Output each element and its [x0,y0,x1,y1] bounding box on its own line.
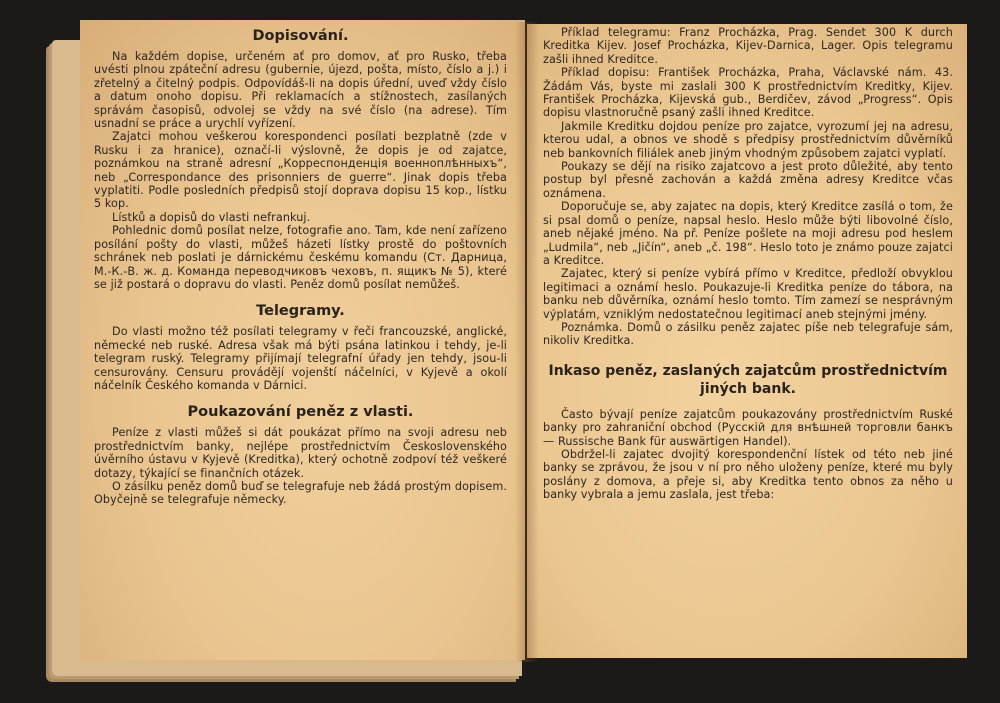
paragraph: Obdržel-li zajatec dvojitý korespondenční lístek od této neb jiné banky se zprávou, že jsou v ní pro něho uloženy peníze, které mu byly poslány z domova, a přeje si, aby Kreditka tento obnos za něho u banky vybrala a jemu zaslala, jest třeba: [543,447,953,502]
paragraph: Zajatci mohou veškerou korespondenci posílati bezplatně (zde v Rusku i za hranice), označí-li výslovně, že dopis je od zajatce, poznámkou na straně adresní „Корреспонденція военноплѣнныхъ“, neb „Correspondance des prisonniers de guerre“. Jinak dopis třeba vyplatiti. Podle posledních předpisů stojí doprava dopisu 15 kop., lístku 5 kop. [94,130,507,211]
paragraph: Poznámka. Domů o zásilku peněz zajatec píše neb telegrafuje sám, nikoliv Kreditka. [543,320,953,348]
left-page [80,20,525,660]
paragraph: Pohlednic domů posílat nelze, fotografie ano. Tam, kde není zařízeno posílání pošty do vlasti, můžeš házeti lístky prostě do poštovních schránek neb poslati je dárnickému českému komandu (Ст. Дарница, М.-К.-В. ж. д. Команда переводчиковъ чеховъ, п. ящикъ № 5), které se již postará o dopravu do vlasti. Peněz domů posílat nemůžeš. [94,224,507,291]
paragraph: Jakmile Kreditku dojdou peníze pro zajatce, vyrozumí jej na adresu, kterou udal, a obnos ve shodě s předpisy prostřednictvím důvěrníků neb bankovních filiálek aneb jiným vhodným způsobem zajatci vyplatí. [543,119,953,160]
heading-inkaso: Inkaso peněz, zaslaných zajatcům prostřednictvím jiných bank. [548,362,948,397]
paragraph: Na každém dopise, určeném ať pro domov, ať pro Rusko, třeba uvésti plnou zpáteční adresu (gubernie, újezd, pošta, místo, číslo a j.) i zřetelný a čitelný podpis. Odpovídáš-li na dopis úřední, uveď vždy číslo a datum onoho dopisu. Při reklamacích a stížnostech, zasílaných správám časopisů, odvolej se vždy na své číslo (na adrese). Tím usnadní se práce a urychlí vyřízení. [94,50,507,131]
paragraph: Lístků a dopisů do vlasti nefrankuj. [112,210,311,224]
paragraph: Peníze z vlasti můžeš si dát poukázat přímo na svoji adresu neb prostřednictvím banky, nejlépe prostřednictvím Československého úvěrního ústavu v Kyjevě (Kreditka), který ochotně zodpoví též veškeré dotazy, týkající se finančních otázek. [94,426,507,480]
paragraph: Poukazy se dějí na risiko zajatcovo a jest proto důležité, aby tento postup byl přesně zachován a každá změna adresy Kreditce včas oznámena. [543,160,953,200]
heading-dopisovani: Dopisování. [252,28,349,44]
paragraph: Doporučuje se, aby zajatec na dopis, který Kreditce zasílá o tom, že si psal domů o peníze, napsal heslo. Heslo může býti libovolné číslo, aneb nějaké jméno. Na př. Peníze pošlete na moji adresu pod heslem „Ludmila“, neb „Jičín“, aneb „č. 198“. Heslo toto je známo pouze zajatci a Kreditce. [543,200,953,267]
right-page [527,24,967,658]
paragraph: O zásilku peněz domů buď se telegrafuje neb žádá prostým dopisem. Obyčejně se telegrafuje německy. [94,479,507,507]
paragraph: Zajatec, který si peníze vybírá přímo v Kreditce, předloží obvyklou legitimaci a oznámí heslo. Poukazuje-li Kreditka peníze do tábora, na banku neb důvěrníka, oznámí heslo tomto. Tím zamezí se nesprávným výplatám, vzniklým nedostatečnou legitimací aneb stejnými jmény. [543,267,953,321]
book-gutter [515,22,539,662]
paragraph: Do vlasti možno též posílati telegramy v řeči francouzské, anglické, německé neb ruské. Adresa však má býti psána latinkou i tehdy, je-li telegram ruský. Telegramy přijímají telegrafní úřady jen tehdy, jsou-li censurovány. Censuru provádějí vojenští náčelníci, v Kyjevě a okolí náčelník Českého komanda v Dárnici. [94,325,507,392]
paragraph: Často bývají peníze zajatcům poukazovány prostřednictvím Ruské banky pro zahraniční obchod (Русскій для внѣшней торговли банкъ — Russische Bank für auswärtigen Handel). [543,407,953,448]
paragraph: Příklad dopisu: František Procházka, Praha, Václavské nám. 43. Žádám Vás, byste mi zaslali 300 K prostřednictvím Kreditky, Kijev. František Procházka, Kijevská gub., Berdičev, závod „Progress“. Opis dopisu vlastnoručně psaný zašli ihned Kreditce. [543,66,953,120]
paragraph: Příklad telegramu: Franz Procházka, Prag. Sendet 300 K durch Kreditka Kijev. Josef Procházka, Kijev-Darnica, Lager. Opis telegramu zašli ihned Kreditce. [543,26,953,66]
heading-poukazovani: Poukazování peněz z vlasti. [187,404,414,421]
heading-telegramy: Telegramy. [256,303,345,320]
